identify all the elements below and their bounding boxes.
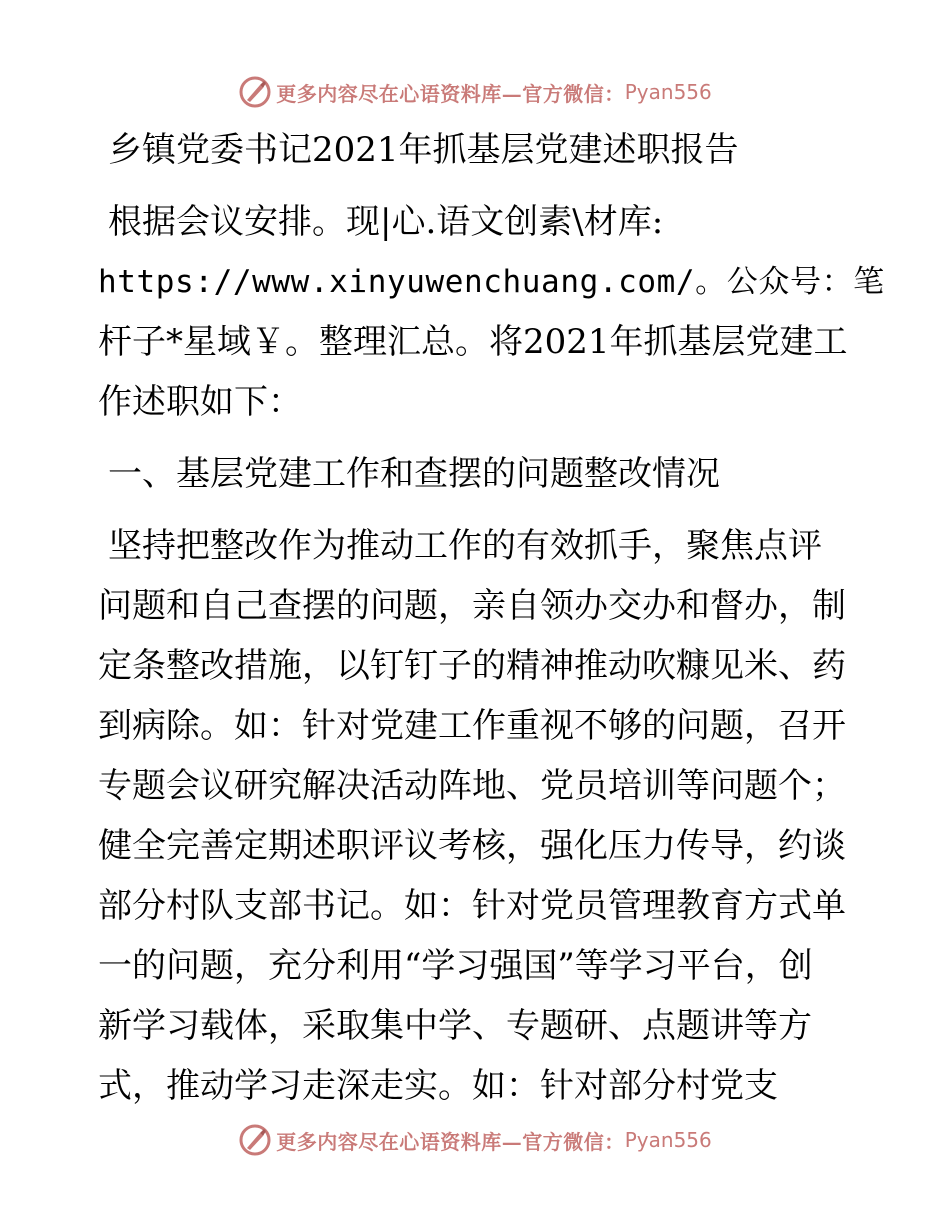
- intro-line: 根据会议安排。现|心.语文创素\材库:: [108, 202, 664, 242]
- body-line: 专题会议研究解决活动阵地、党员培训等问题个；: [98, 766, 846, 806]
- body-line: 定条整改措施，以钉钉子的精神推动吹糠见米、药: [98, 646, 846, 686]
- body-line: 到病除。如：针对党建工作重视不够的问题，召开: [98, 706, 846, 746]
- document-body: [98, 120, 885, 1116]
- banner-wechat-id: Pyan556: [624, 80, 712, 104]
- body-line: 问题和自己查摆的问题，亲自领办交办和督办，制: [98, 586, 846, 626]
- section-heading: 一、基层党建工作和查摆的问题整改情况: [108, 454, 720, 494]
- footer-banner: [0, 1120, 950, 1160]
- banner-text: 更多内容尽在心语资料库—官方微信：: [276, 81, 625, 106]
- banner-text: 更多内容尽在心语资料库—官方微信：: [276, 1129, 625, 1154]
- intro-line: https://www.xinyuwenchuang.com/。公众号：笔: [98, 264, 885, 300]
- body-line: 部分村队支部书记。如：针对党员管理教育方式单: [98, 886, 846, 926]
- pen-logo-icon: [238, 75, 272, 109]
- body-line: 健全完善定期述职评议考核，强化压力传导，约谈: [98, 826, 846, 866]
- pen-logo-icon: [238, 1123, 272, 1157]
- body-line: 式，推动学习走深走实。如：针对部分村党支: [98, 1066, 778, 1106]
- body-line: 新学习载体，采取集中学、专题研、点题讲等方: [98, 1006, 812, 1046]
- body-line: 一的问题，充分利用“学习强国”等学习平台，创: [98, 946, 813, 986]
- header-banner: [0, 72, 950, 112]
- intro-line: 杆子*星域￥。整理汇总。将2021年抓基层党建工: [98, 322, 848, 362]
- document-title: 乡镇党委书记2021年抓基层党建述职报告: [108, 130, 739, 170]
- banner-wechat-id: Pyan556: [624, 1128, 712, 1152]
- body-line: 坚持把整改作为推动工作的有效抓手，聚焦点评: [108, 526, 822, 566]
- intro-line: 作述职如下：: [98, 382, 302, 422]
